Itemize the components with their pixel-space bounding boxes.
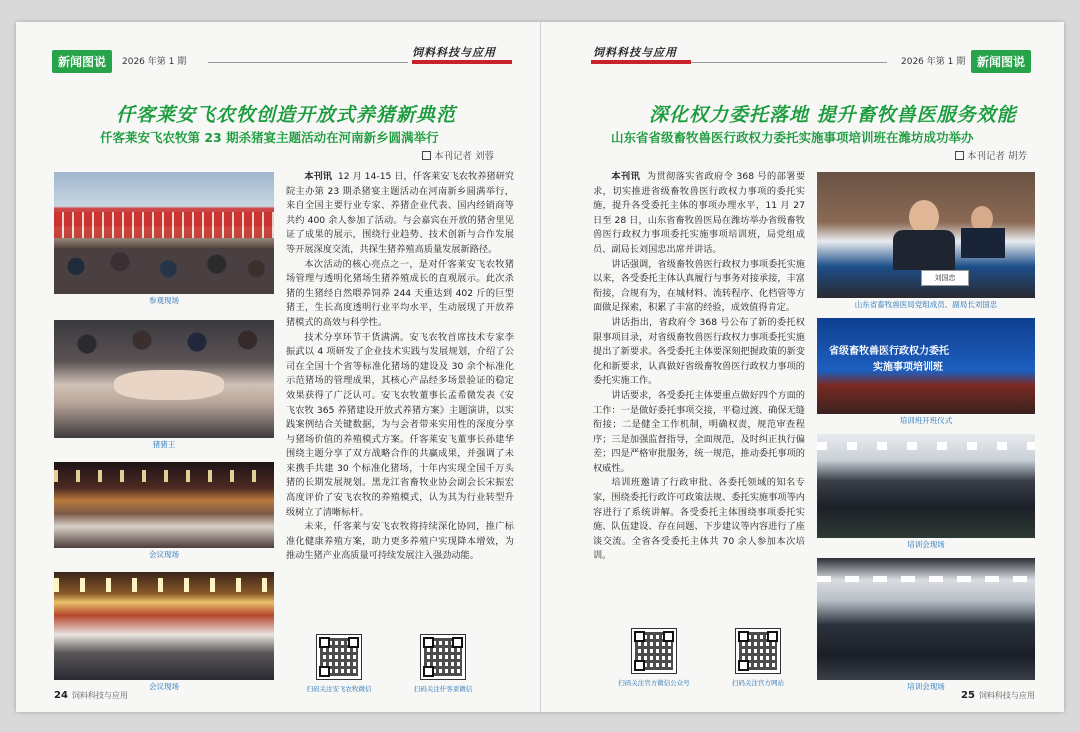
- article-title: 深化权力委托落地 提升畜牧兽医服务效能: [649, 104, 1017, 126]
- qr-caption: 扫码关注安飞农牧微信: [306, 685, 372, 693]
- header-rule: [208, 62, 408, 63]
- nameplate: 刘国忠: [921, 270, 969, 286]
- photo-caption: 培训会现场: [817, 538, 1035, 552]
- qr-code: [420, 634, 466, 680]
- left-page: [16, 22, 540, 712]
- photo-caption: 会议现场: [54, 680, 274, 694]
- photo-visit: [54, 172, 274, 308]
- photo-meeting-1: [54, 462, 274, 562]
- qr-code: [631, 628, 677, 674]
- header-red-bar: [412, 60, 512, 64]
- article-subtitle: 仟客莱安飞农牧第 23 期杀猪宴主题活动在河南新乡圆满举行: [100, 130, 439, 145]
- masthead: 饲料科技与应用: [593, 46, 677, 59]
- masthead: 饲料科技与应用: [412, 46, 496, 59]
- photo-opening: [817, 318, 1035, 428]
- qr-caption: 扫码关注仟客莱微信: [413, 685, 473, 693]
- photo-training-1: [817, 434, 1035, 552]
- page-number: 24 饲料科技与应用: [54, 690, 128, 701]
- photo-meeting-2: [54, 572, 274, 694]
- photo-caption: 会议现场: [54, 548, 274, 562]
- photo-caption: 培训会现场: [817, 680, 1035, 694]
- issue-number: 2026 年第 1 期: [901, 57, 966, 67]
- page-number: 25 饲料科技与应用: [961, 690, 1035, 701]
- photo-pig-king: [54, 320, 274, 452]
- article-body: 本刊讯 12 月 14-15 日，仟客莱安飞农牧养猪研究院主办第 23 期杀猪宴主题活动在河南新乡圆满举行，来自全国主要行业专家、养猪企业代表、国内经销商等共约 400 余人参加了活动。与会嘉宾在开放的猪舍里见证了成果的展示，围绕行业趋势、技术创新与合作发展等开展深度交流，共探生猪养殖高质量发展新路径。 本次活动的核心亮点之一，是对仟客莱安飞农牧猪场管理与透明化猪场生猪养殖成长的直观展示。此次杀猪的生猪经自然喂养饲养 244 天重达到 402 斤的巨型猪王，生长高度透明行业平均水平，生动展现了开放养猪模式的高效与科学性。 技术分享环节干货满满。安飞农牧首席技术专家李振武以 4 项研发了企业技术实践与发展规划，介绍了公司在全国十个省等标准化猪场的建设及 30 余个标准化示范猪场的管理成果，其核心产品经多场景验证的稳定效果获得了广泛认可。安飞农牧董事长孟希微发表《安飞农牧 365 养猪建设开放式养猪方案》主题演讲，以实践案例结合关键数据，为与会者带来实用性的深度分享与猪场价值的养殖模式方案。仟客莱安飞董事长孙建华围绕主题分享了双方战略合作的共赢成果，并强调了未来携手共建 30 个标准化猪场，十年内实现全国千万头猪的长期发展规划。黑龙江省畜牧业协会副会长宋振宏高度评价了安飞农牧的养殖模式，认为其为行业转型升级树立了清晰标杆。 未来，仟客莱与安飞农牧将持续深化协同，推广标准化健康养殖方案，助力更多养殖户实现降本增效，为推动生猪产业高质量可持续发展注入强劲动能。: [286, 171, 514, 562]
- qr-caption: 扫码关注官方微信公众号: [618, 679, 690, 687]
- issue-number: 2026 年第 1 期: [122, 57, 187, 67]
- header-rule: [691, 62, 887, 63]
- photo-caption: 培训班开班仪式: [817, 414, 1035, 428]
- qr-caption: 扫码关注官方网站: [732, 679, 784, 687]
- header-red-bar: [591, 60, 691, 64]
- photo-caption: 山东省畜牧兽医局党组成员、副局长刘国忠: [817, 298, 1035, 312]
- article-title: 仟客莱安飞农牧创造开放式养猪新典范: [116, 104, 457, 126]
- qr-code: [735, 628, 781, 674]
- magazine-spread: [16, 22, 1064, 712]
- section-tag: 新闻图说: [52, 50, 112, 73]
- photo-caption: 参观现场: [54, 294, 274, 308]
- section-tag: 新闻图说: [971, 50, 1031, 73]
- article-subtitle: 山东省省级畜牧兽医行政权力委托实施事项培训班在潍坊成功举办: [611, 130, 974, 145]
- photo-caption: 猪猪王: [54, 438, 274, 452]
- photo-speaker: [817, 172, 1035, 312]
- qr-code: [316, 634, 362, 680]
- article-body: 本刊讯 为贯彻落实省政府令 368 号的部署要求，切实推进省级畜牧兽医行政权力事项的委托实施，提升各受委托主体的事项办理水平，11 月 27 日至 28 日，山东省畜牧兽医局在潍坊举办省级畜牧兽医行政权力事项委托实施事项培训班，局党组成员、副局长刘国忠出席并讲话。 讲话强调，省级畜牧兽医行政权力事项委托实施以来，各受委托主体认真履行与事务对接承接，丰富衔接，合规有为，在城材料、流转程序、化档管等方面做足探索，积累了丰富的经验，成效值得肯定。 讲话指出，省政府令 368 号公布了新的委托权限事项目录，对省级畜牧兽医行政权力事项委托实施提出了新要求。各受委托主体要深刻把握政策的新变化和新要求，认真做好省级畜牧兽医行政权力事项的委托实施工作。 讲话要求，各受委托主体要重点做好四个方面的工作：一是做好委托事项交接，平稳过渡、确保无缝衔接；二是健全工作机制，明确权责，规范审查程序；三是加强监督指导，全面规范，及时纠正执行偏差；四是严格审批服务，统一规范，推动委托事项的权威性。 培训班邀请了行政审批、各委托领域的知名专家，围绕委托行政许可政策法规、委托实施事项等内容进行了系统讲解。各受委托主体围绕事项委托实施、队伍建设、存在问题、下步建议等内容进行了座谈交流。全省各受委托主体共 70 余人参加本次培训。: [593, 171, 805, 562]
- banner-text: 实施事项培训班: [873, 362, 943, 373]
- photo-training-2: [817, 558, 1035, 694]
- banner-text: 省级畜牧兽医行政权力委托: [829, 346, 949, 357]
- byline: 本刊记者 刘蓉: [422, 148, 494, 162]
- right-page: [540, 22, 1064, 712]
- byline: 本刊记者 胡芳: [955, 148, 1027, 162]
